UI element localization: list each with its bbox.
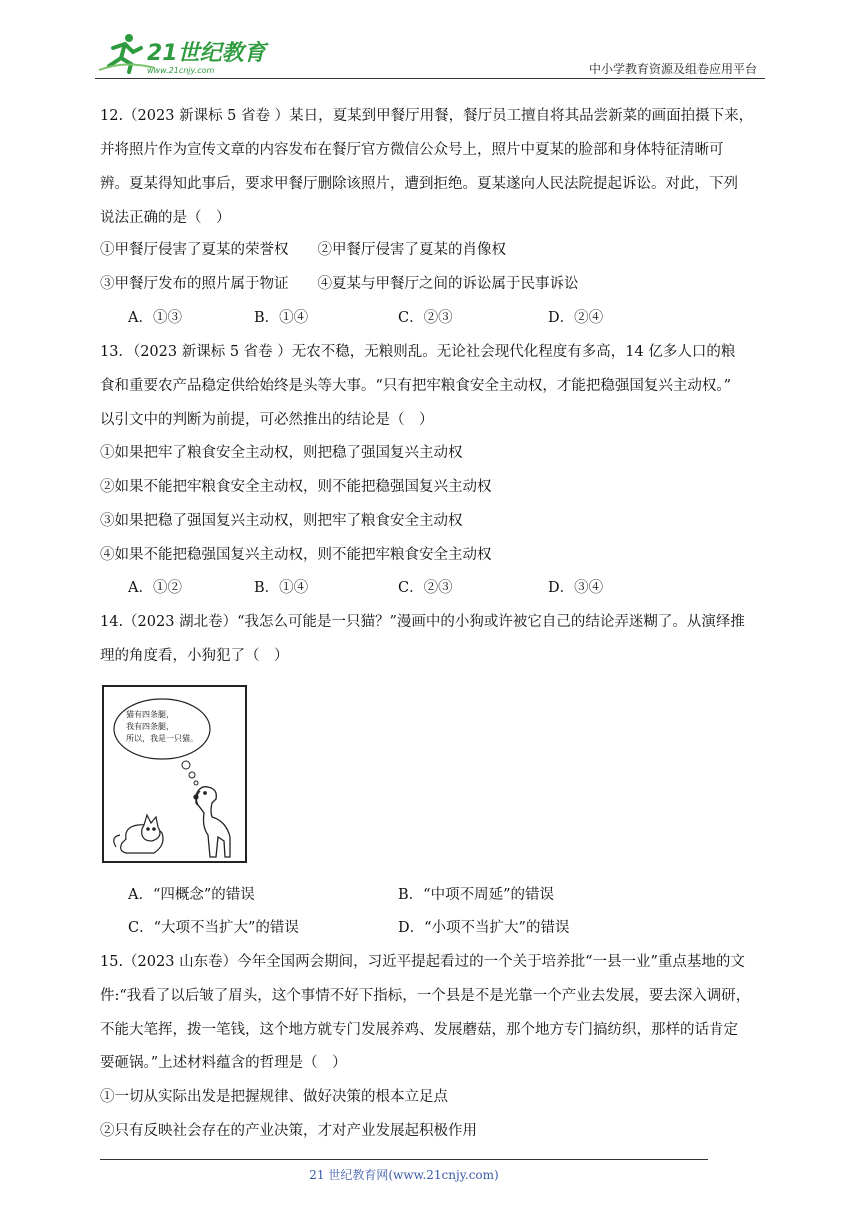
- q15-statement-1: ①一切从实际出发是把握规律、做好决策的根本立足点: [100, 1089, 448, 1105]
- q12-line-4: 说法正确的是（ ）: [100, 210, 231, 226]
- q13-line-3: 以引文中的判断为前提，可必然推出的结论是（ ）: [100, 412, 434, 428]
- bubble-line-3: 所以，我是一只猫。: [126, 734, 198, 743]
- q12-option-b[interactable]: B．①④: [254, 310, 309, 326]
- q15-line-3: 不能大笔挥，拨一笔钱，这个地方就专门发展养鸡、发展蘑菇，那个地方专门搞纺织，那样的话肯定: [100, 1022, 738, 1038]
- logo: [95, 30, 270, 76]
- svg-text:www.21cnjy.com: www.21cnjy.com: [147, 66, 215, 75]
- q14-line-1: 14.（2023 湖北卷）“我怎么可能是一只猫？”漫画中的小狗或许被它自己的结论弄迷糊了。从演绎推: [100, 614, 745, 630]
- q12-line-1: 12.（2023 新课标 5 省卷 ）某日，夏某到甲餐厅用餐，餐厅员工擅自将其品尝新菜的画面拍摄下来，: [100, 108, 754, 124]
- cat-icon: [114, 815, 163, 853]
- q13-option-d[interactable]: D．③④: [548, 580, 604, 596]
- q13-statement-3: ③如果把稳了强国复兴主动权，则把牢了粮食安全主动权: [100, 513, 463, 529]
- q14-line-2: 理的角度看，小狗犯了（ ）: [100, 648, 289, 664]
- q13-statement-4: ④如果不能把稳强国复兴主动权，则不能把牢粮食安全主动权: [100, 547, 492, 563]
- runner-logo-icon: [95, 30, 270, 76]
- platform-name: 中小学教育资源及组卷应用平台: [588, 62, 757, 76]
- q12-option-d[interactable]: D．②④: [548, 310, 604, 326]
- cartoon-illustration: [104, 687, 245, 861]
- q15-line-1: 15.（2023 山东卷）今年全国两会期间，习近平提起看过的一个关于培养批“一县一业”重点基地的文: [100, 954, 745, 970]
- header-divider: [95, 78, 765, 79]
- q13-option-a[interactable]: A．①②: [128, 580, 182, 596]
- q12-option-a[interactable]: A．①③: [128, 310, 182, 326]
- dog-icon: [194, 787, 230, 857]
- q14-option-d[interactable]: D．“小项不当扩大”的错误: [398, 920, 570, 936]
- q14-option-c[interactable]: C．“大项不当扩大”的错误: [128, 920, 299, 936]
- bubble-line-1: 猫有四条腿，: [126, 710, 174, 719]
- q13-statement-1: ①如果把牢了粮食安全主动权，则把稳了强国复兴主动权: [100, 445, 463, 461]
- q13-line-2: 食和重要农产品稳定供给始终是头等大事。“只有把牢粮食安全主动权，才能把稳强国复兴主动权。”: [100, 378, 732, 394]
- svg-text:21世纪教育: 21世纪教育: [147, 41, 266, 66]
- q12-statement-1: ①甲餐厅侵害了夏某的荣誉权 ②甲餐厅侵害了夏某的肖像权: [100, 242, 506, 258]
- q13-option-b[interactable]: B．①④: [254, 580, 309, 596]
- q15-statement-2: ②只有反映社会存在的产业决策，才对产业发展起积极作用: [100, 1123, 477, 1139]
- q14-option-b[interactable]: B．“中项不周延”的错误: [398, 887, 554, 903]
- footer-divider: [100, 1159, 708, 1160]
- q12-line-3: 辨。夏某得知此事后，要求甲餐厅删除该照片，遭到拒绝。夏某遂向人民法院提起诉讼。对此，下列: [100, 176, 738, 192]
- q15-line-2: 件:“我看了以后皱了眉头，这个事情不好下指标，一个县是不是光靠一个产业去发展，要去深入调研，: [100, 988, 751, 1004]
- q12-option-c[interactable]: C．②③: [398, 310, 453, 326]
- q12-line-2: 并将照片作为宣传文章的内容发布在餐厅官方微信公众号上，照片中夏某的脸部和身体特征清晰可: [100, 142, 724, 158]
- q13-line-1: 13．（2023 新课标 5 省卷 ）无农不稳，无粮则乱。无论社会现代化程度有多高，14 亿多人口的粮: [100, 344, 736, 360]
- q15-line-4: 要砸锅。”上述材料蕴含的哲理是（ ）: [100, 1055, 347, 1071]
- footer-source[interactable]: 21 世纪教育网(www.21cnjy.com): [309, 1168, 499, 1182]
- page-header: [95, 30, 765, 80]
- dog-cat-cartoon: [102, 685, 247, 863]
- bubble-line-2: 我有四条腿，: [126, 722, 174, 731]
- q13-option-c[interactable]: C．②③: [398, 580, 453, 596]
- q13-statement-2: ②如果不能把牢粮食安全主动权，则不能把稳强国复兴主动权: [100, 479, 492, 495]
- q12-statement-2: ③甲餐厅发布的照片属于物证 ④夏某与甲餐厅之间的诉讼属于民事诉讼: [100, 276, 579, 292]
- q14-option-a[interactable]: A．“四概念”的错误: [128, 887, 255, 903]
